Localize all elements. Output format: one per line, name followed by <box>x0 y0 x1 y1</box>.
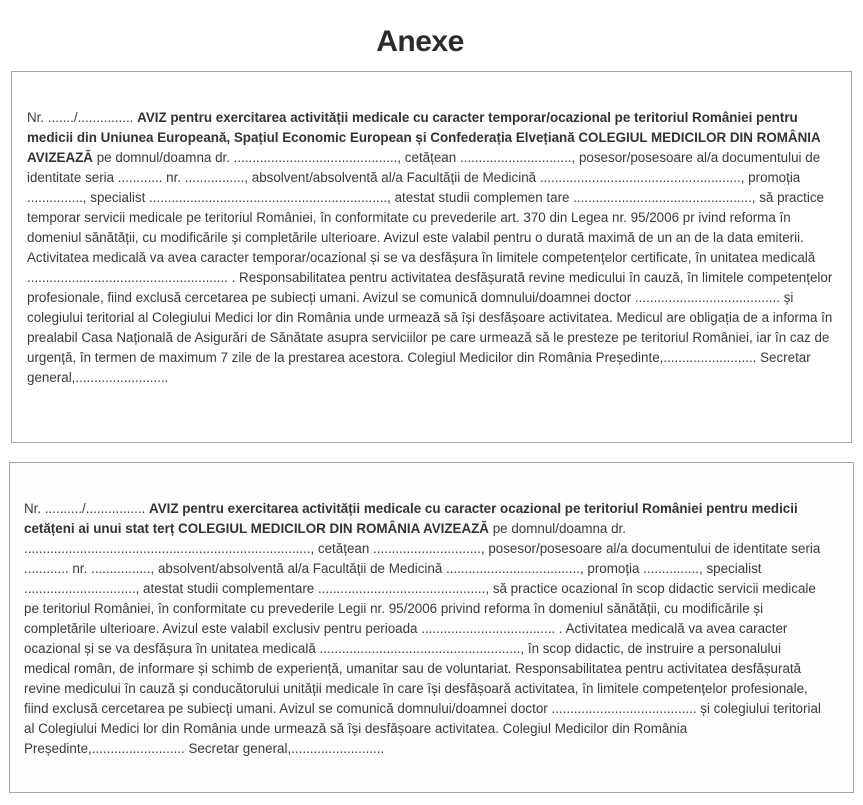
annex-number: Nr. ........../................ <box>24 501 146 516</box>
annex-number: Nr. ......./............... <box>27 110 134 125</box>
annex-text <box>27 108 839 388</box>
annex-heading: AVIZ pentru exercitarea activității medicale cu caracter temporar/ocazional pe teritoriul României pentru medicii din Uniunea Europeană, Spațiul Economic European și Confederația Elvețiană COLEGIUL MEDICILOR DIN ROMÂNIA AVIZEAZĂ <box>27 110 821 165</box>
page-title: Anexe <box>376 25 464 59</box>
annex-heading: AVIZ pentru exercitarea activității medicale cu caracter ocazional pe teritoriul României pentru medicii cetățeni ai unui stat terț COLEGIUL MEDICILOR DIN ROMÂNIA AVIZEAZĂ <box>24 501 798 536</box>
annex-body: pe domnul/doamna dr. ............................................, cetățean .............................., posesor/posesoare al/a documentului de identitate seria ............ nr. ................, absolvent/absolventă al/a Facultății de Medicină ......................................................, promoția ..............., specialist ................................................................, atestat studii complemen tare ................................................, să practice temporar servicii medicale pe teritoriul României, în conformitate cu prevederile art. 370 din Legea nr. 95/2006 pr ivind reforma în domeniul sănătății, cu modificările și completările ulterioare. Avizul este valabil pentru o durată maximă de un an de la data emiterii. Activitatea medicală va avea caracter temporar/ocazional și se va desfășura în limitele competențelor certificate, în unitatea medicală ...................................................... . Responsabilitatea pentru activitatea desfășurată revine medicului în cauză, în limitele competențelor profesionale, fiind exclusă cercetarea pe subiecți umani. Avizul se comunică domnului/doamnei doctor ....................................... și colegiului teritorial al Colegiului Medici lor din România unde urmează să își desfășoare activitatea. Medicul are obligația de a informa în prealabil Casa Națională de Asigurări de Sănătate asupra serviciilor pe care urmează să le presteze pe teritoriul României, iar în caz de urgență, în termen de maximum 7 zile de la prestarea acestora. Colegiul Medicilor din România Președinte,......................... Secretar general,......................... <box>27 150 833 385</box>
annex-text <box>24 499 830 759</box>
annex-box-third-country-occasional <box>9 462 854 793</box>
annex-body: pe domnul/doamna dr. ............................................................................., cetățean ............................., posesor/posesoare al/a documentului de identitate seria ............ nr. ................, absolvent/absolventă al/a Facultății de Medicină ...................................., promoția ..............., specialist .............................., atestat studii complementare ............................................., să practice ocazional în scop didactic servicii medicale pe teritoriul României, în conformitate cu prevederile Legii nr. 95/2006 privind reforma în domeniul sănătății, cu modificările și completările ulterioare. Avizul este valabil exclusiv pentru perioada .................................... . Activitatea medicală va avea caracter ocazional și se va desfășura în unitatea medicală ......................................................, în scop didactic, de instruire a personalului medical român, de informare și schimb de experiență, umanitar sau de voluntariat. Responsabilitatea pentru activitatea desfășurată revine medicului în cauză și conducătorului unității medicale în care își desfășoară activitatea, în limitele competențelor profesionale, fiind exclusă cercetarea pe subiecți umani. Avizul se comunică domnului/doamnei doctor ....................................... și colegiului teritorial al Colegiului Medici lor din România unde urmează să își desfășoare activitatea. Colegiul Medicilor din România Președinte,......................... Secretar general,......................... <box>24 521 821 756</box>
annex-box-eu-temporary <box>11 71 852 443</box>
